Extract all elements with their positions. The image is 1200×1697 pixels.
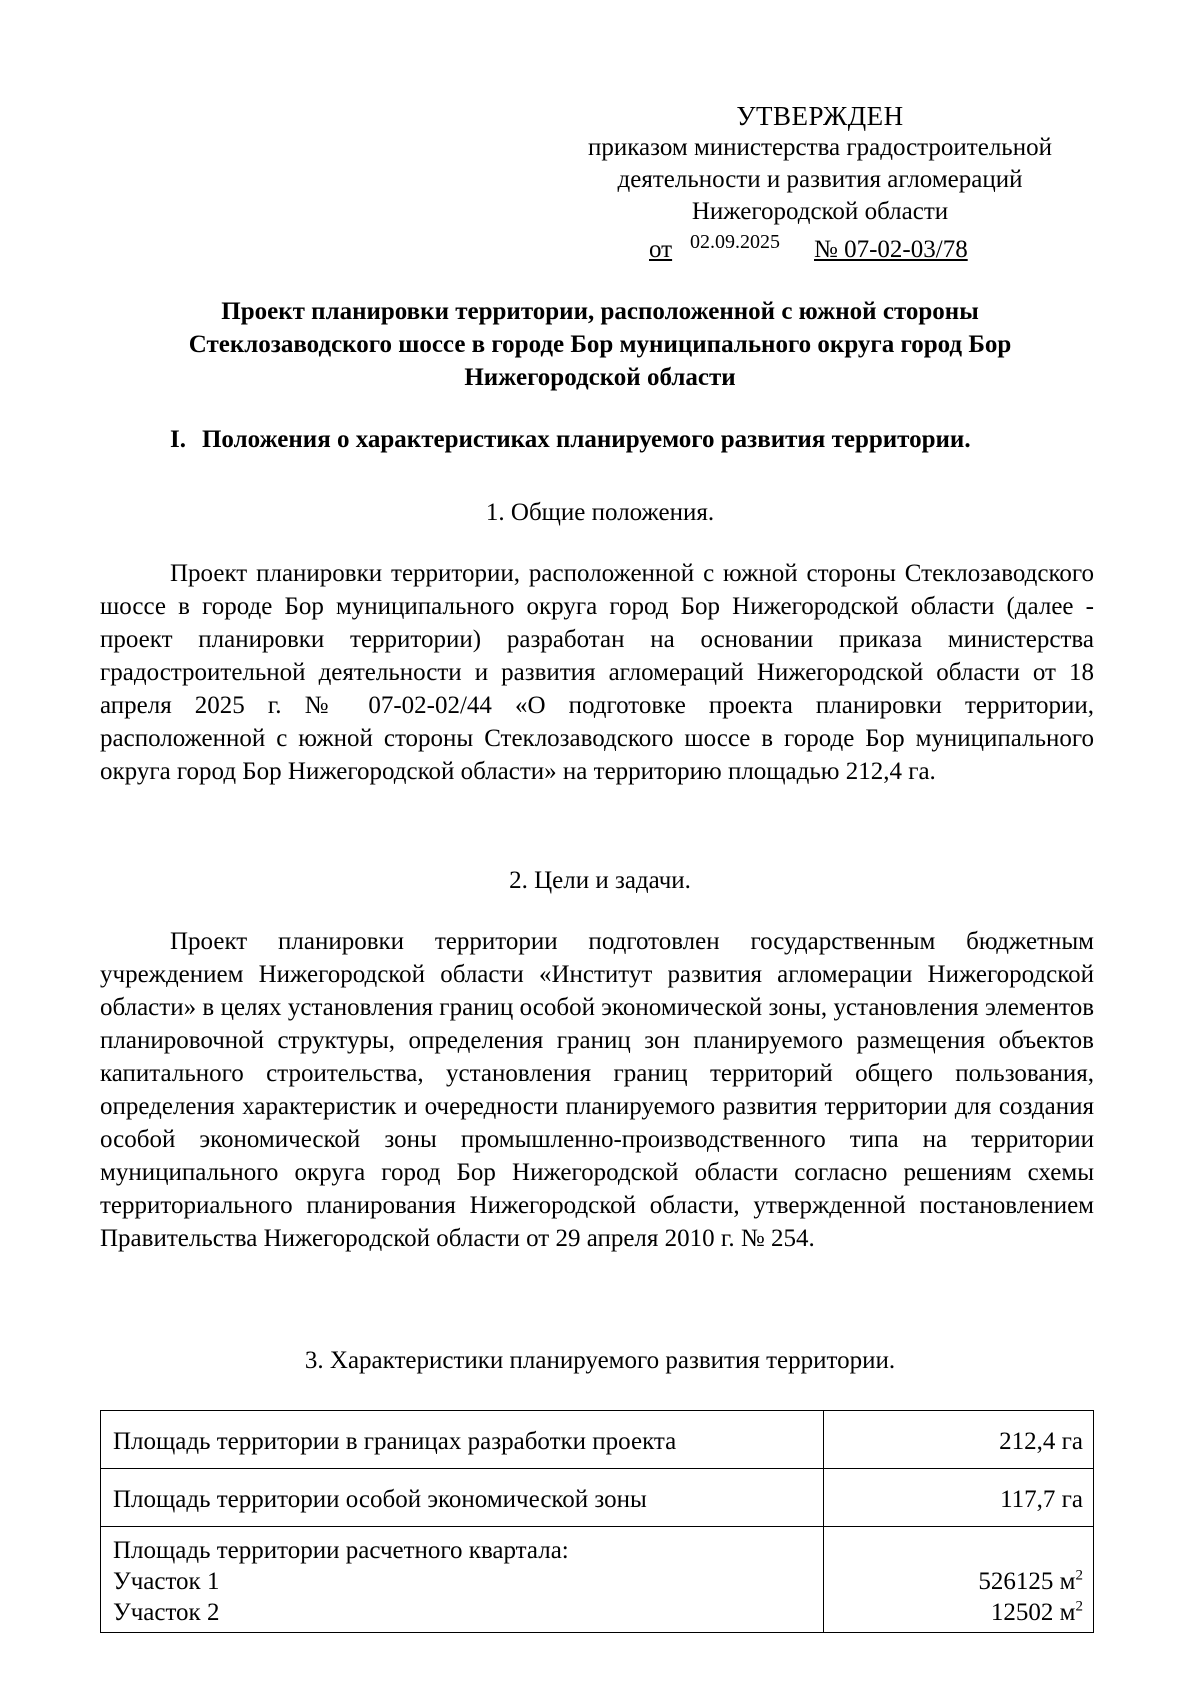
title-line-1: Проект планировки территории, расположенной с южной стороны xyxy=(221,298,979,325)
characteristics-table xyxy=(100,1410,1094,1633)
document-title xyxy=(100,295,1100,394)
order-number: № 07-02-03/78 xyxy=(814,236,968,263)
quarter-area-label: Площадь территории расчетного квартала: xyxy=(113,1537,569,1564)
table-cell-value xyxy=(824,1527,1094,1633)
section-heading xyxy=(170,424,971,456)
approval-line-1: приказом министерства градостроительной xyxy=(588,134,1052,161)
table-row xyxy=(101,1411,1094,1469)
table-cell-value: 212,4 га xyxy=(824,1411,1094,1469)
unit-exponent: 2 xyxy=(1075,1567,1083,1584)
paragraph-general: Проект планировки территории, расположенной с южной стороны Стеклозаводского шоссе в городе Бор муниципального округа город Бор Нижегородской области (далее - проект планировки территории) разработан на основании приказа министерства градостроительной деятельности и развития агломераций Нижегородской области от 18 апреля 2025 г. № 07-02-02/44 «О подготовке проекта планировки территории, расположенной с южной стороны Стеклозаводского шоссе в городе Бор муниципального округа город Бор Нижегородской области» на территорию площадью 212,4 га. xyxy=(100,560,1094,785)
plot-1-value: 526125 $м^2$ xyxy=(978,1567,1083,1595)
title-line-3: Нижегородской области xyxy=(464,364,736,391)
plot-1-label: Участок 1 xyxy=(113,1568,220,1595)
approval-stamp: УТВЕРЖДЕН xyxy=(736,101,904,131)
table-row xyxy=(101,1469,1094,1527)
section-number: I. xyxy=(170,426,186,453)
approval-line-2: деятельности и развития агломераций xyxy=(617,166,1023,193)
subsection-goals: 2. Цели и задачи. xyxy=(509,867,691,894)
paragraph-goals: Проект планировки территории подготовлен государственным бюджетным учреждением Нижегородской области «Институт развития агломерации Нижегородской области» в целях установления границ особой экономической зоны, установления элементов планировочной структуры, определения границ зон планируемого размещения объектов капитального строительства, установления границ территорий общего пользования, определения характеристик и очередности планируемого развития территории для создания особой экономической зоны промышленно-производственного типа на территории муниципального округа город Бор Нижегородской области согласно решениям схемы территориального планирования Нижегородской области, утвержденной постановлением Правительства Нижегородской области от 29 апреля 2010 г. № 254. xyxy=(100,928,1094,1252)
order-line xyxy=(540,228,1100,262)
subsection-general: 1. Общие положения. xyxy=(485,499,715,526)
order-from-label: от xyxy=(649,236,673,263)
subsection-characteristics: 3. Характеристики планируемого развития территории. xyxy=(304,1347,896,1374)
table-row xyxy=(101,1527,1094,1633)
section-title: Положения о характеристиках планируемого развития территории. xyxy=(201,426,971,453)
table-cell-label: Площадь территории в границах разработки проекта xyxy=(101,1411,824,1469)
plot-2-value: 12502 $м^2$ xyxy=(990,1598,1083,1626)
approval-block xyxy=(540,100,1100,262)
title-line-2: Стеклозаводского шоссе в городе Бор муниципального округа город Бор xyxy=(188,331,1012,358)
unit-exponent: 2 xyxy=(1075,1598,1083,1615)
order-date: 02.09.2025 xyxy=(690,231,780,253)
table-cell-label xyxy=(101,1527,824,1633)
approval-line-3: Нижегородской области xyxy=(691,198,949,225)
table-cell-value: 117,7 га xyxy=(824,1469,1094,1527)
table-cell-label: Площадь территории особой экономической зоны xyxy=(101,1469,824,1527)
plot-2-label: Участок 2 xyxy=(113,1599,220,1626)
